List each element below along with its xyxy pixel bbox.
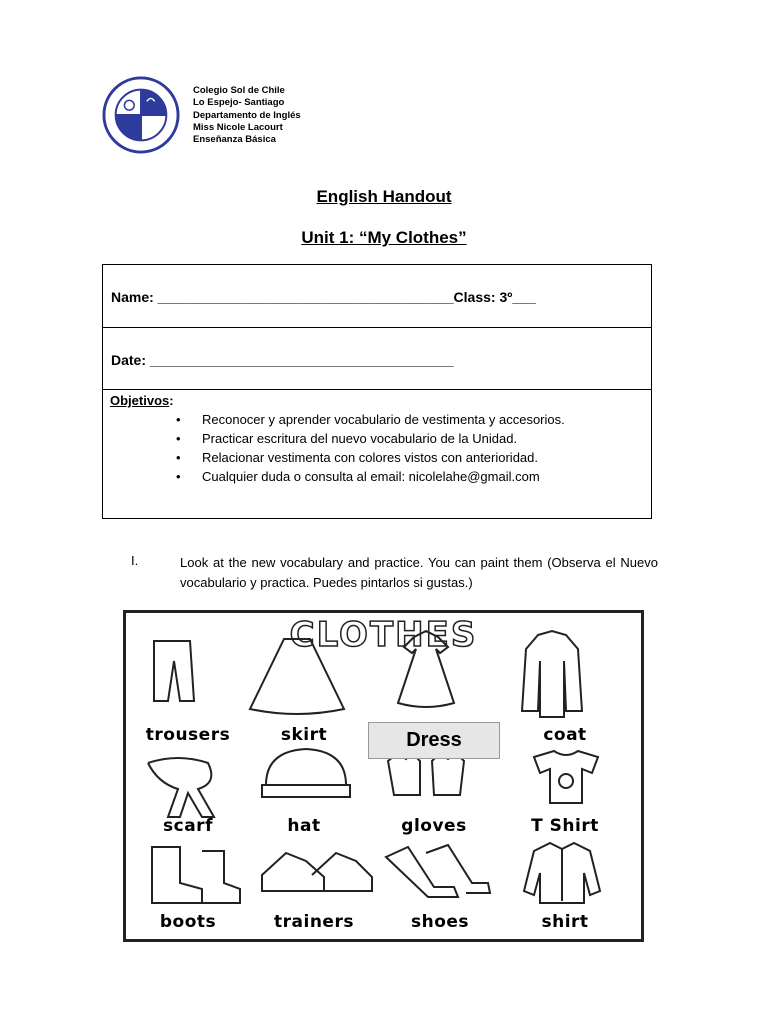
- objective-item: • Reconocer y aprender vocabulario de vestimenta y accesorios.: [176, 410, 565, 429]
- gloves-icon: [388, 753, 464, 795]
- word-trousers: trousers: [145, 725, 231, 745]
- coat-icon: [522, 631, 582, 717]
- word-trainers: trainers: [274, 912, 354, 932]
- instruction-text: Look at the new vocabulary and practice. You can paint them (Observa el Nuevo vocabulario y practica. Puedes pintarlos si gustas.): [180, 555, 658, 590]
- objectives-list: [176, 410, 565, 486]
- objective-item: • Cualquier duda o consulta al email: nicolelahe@gmail.com: [176, 467, 565, 486]
- name-row: [103, 265, 651, 328]
- word-hat: hat: [287, 816, 321, 836]
- word-coat: coat: [543, 725, 587, 745]
- objectives-heading: Objetivos:: [110, 393, 174, 408]
- school-line: Enseñanza Básica: [193, 134, 276, 146]
- school-crest-icon: [102, 76, 180, 154]
- school-line: Lo Espejo- Santiago: [193, 97, 285, 109]
- clothes-drawings: [126, 613, 641, 939]
- school-line: Departamento de Inglés: [193, 109, 301, 121]
- date-field[interactable]: Date: _______________________________________: [111, 352, 454, 368]
- word-scarf: scarf: [163, 816, 213, 836]
- word-tshirt: T Shirt: [531, 816, 599, 836]
- objectives-label: Objetivos: [110, 393, 170, 408]
- word-boots: boots: [159, 912, 217, 932]
- objective-item: • Practicar escritura del nuevo vocabulario de la Unidad.: [176, 429, 565, 448]
- handout-title: English Handout: [316, 187, 452, 206]
- school-line: Colegio Sol de Chile: [193, 85, 285, 96]
- word-skirt: skirt: [280, 725, 328, 745]
- hat-icon: [262, 749, 350, 797]
- shoes-icon: [386, 845, 490, 897]
- clothes-title: CLOTHES: [289, 615, 478, 655]
- word-gloves: gloves: [401, 816, 467, 836]
- trainers-icon: [262, 853, 372, 891]
- word-shirt: shirt: [541, 912, 589, 932]
- tshirt-icon: [534, 751, 598, 803]
- student-info-box: [102, 264, 652, 519]
- objective-item: • Relacionar vestimenta con colores vistos con anterioridad.: [176, 448, 565, 467]
- dress-label-box: Dress: [368, 722, 500, 759]
- word-shoes: shoes: [410, 912, 470, 932]
- boots-icon: [152, 847, 240, 903]
- school-line: Miss Nicole Lacourt: [193, 121, 283, 133]
- dress-icon: [398, 631, 454, 707]
- name-class-field[interactable]: Name: ______________________________________Class: 3º___: [111, 289, 536, 305]
- trousers-icon: [154, 641, 194, 701]
- clothes-vocabulary-picture: [123, 610, 644, 942]
- instruction-number: I.: [131, 553, 139, 568]
- unit-title: Unit 1: “My Clothes”: [301, 228, 467, 247]
- skirt-icon: [250, 639, 344, 714]
- scarf-icon: [148, 758, 214, 817]
- school-info: [193, 85, 301, 146]
- date-row: [103, 328, 651, 390]
